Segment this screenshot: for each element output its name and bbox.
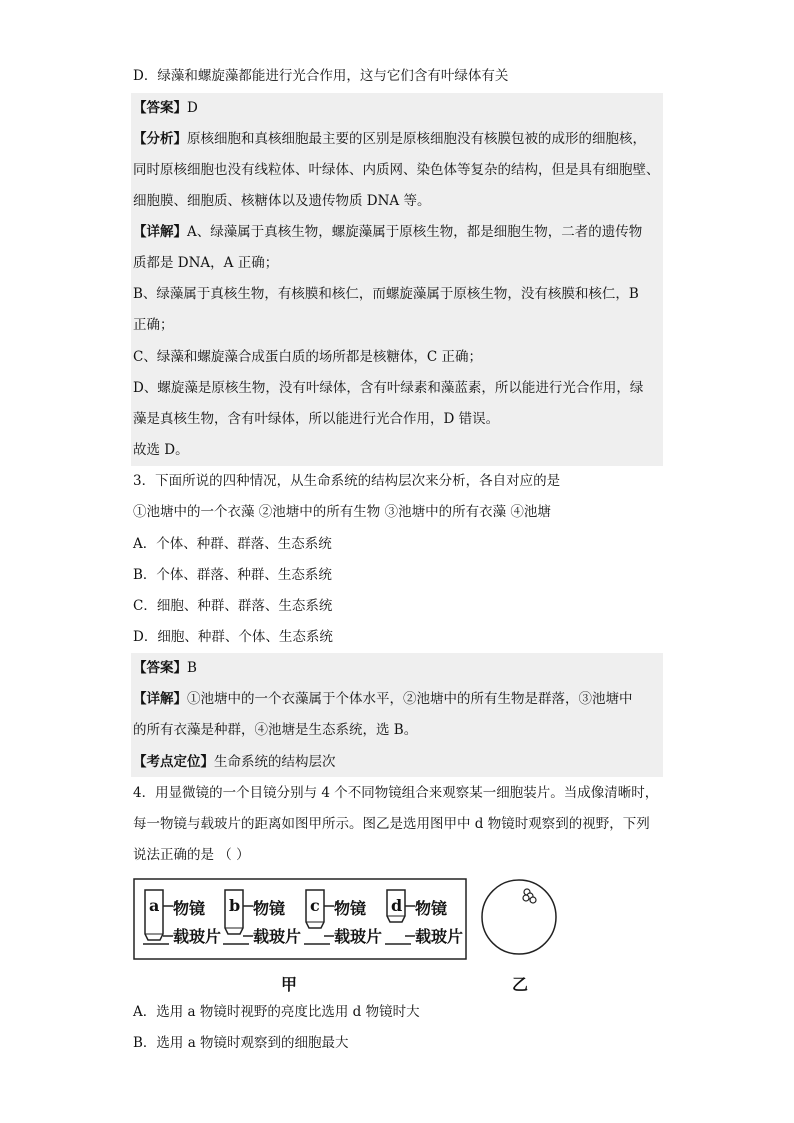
q3-items: ①池塘中的一个衣藻 ②池塘中的所有生物 ③池塘中的所有衣藻 ④池塘 xyxy=(133,504,551,520)
caption-jia: 甲 xyxy=(281,975,298,994)
q4-option-b: B．选用 a 物镜时观察到的细胞最大 xyxy=(133,1035,349,1051)
q3-detail-1 xyxy=(133,689,633,709)
q3-option-d: D．细胞、种群、个体、生态系统 xyxy=(133,629,333,645)
q4-stem-3: 说法正确的是 （ ） xyxy=(133,847,250,863)
caption-yi: 乙 xyxy=(512,975,529,994)
q2-detail-1 xyxy=(133,222,642,242)
keypoint-text: 生命系统的结构层次 xyxy=(214,754,336,770)
detail-text: A、绿藻属于真核生物，螺旋藻属于原核生物，都是细胞生物，二者的遗传物 xyxy=(187,224,643,240)
analysis-text: 原核细胞和真核细胞最主要的区别是原核细胞没有核膜包被的成形的细胞核， xyxy=(187,131,646,147)
detail-tag: 【详解】 xyxy=(133,224,187,240)
objective-label-c: 物镜 xyxy=(334,899,367,918)
q3-detail-2: 的所有衣藻是种群，④池塘是生态系统，选 B。 xyxy=(133,722,418,738)
objective-letter-b: b xyxy=(229,896,241,915)
answer-tag: 【答案】 xyxy=(133,660,187,676)
objective-letter-c: c xyxy=(310,896,320,915)
analysis-tag: 【分析】 xyxy=(133,131,187,147)
figure-yi xyxy=(480,878,558,956)
q4-stem-2: 每一物镜与载玻片的距离如图甲所示。图乙是选用图甲中 d 物镜时观察到的视野，下列 xyxy=(133,816,650,832)
q3-answer xyxy=(133,658,197,678)
q2-detail-8: 故选 D。 xyxy=(133,442,189,458)
figure-jia-svg xyxy=(133,878,467,960)
field-of-view-circle xyxy=(482,880,556,954)
slide-label-c: 载玻片 xyxy=(334,927,383,946)
slide-label-a: 载玻片 xyxy=(173,927,222,946)
answer-tag: 【答案】 xyxy=(133,100,187,116)
objective-letter-d: d xyxy=(391,896,403,915)
q4-option-a: A．选用 a 物镜时视野的亮度比选用 d 物镜时大 xyxy=(133,1004,420,1020)
q3-option-c: C．细胞、种群、群落、生态系统 xyxy=(133,598,333,614)
q2-analysis-2: 同时原核细胞也没有线粒体、叶绿体、内质网、染色体等复杂的结构，但是具有细胞壁、 xyxy=(133,162,660,178)
keypoint-tag: 【考点定位】 xyxy=(133,754,214,770)
option-d-prev: D．绿藻和螺旋藻都能进行光合作用，这与它们含有叶绿体有关 xyxy=(133,68,509,84)
q2-analysis-3: 细胞膜、细胞质、核糖体以及遗传物质 DNA 等。 xyxy=(133,193,431,209)
q3-stem: 3．下面所说的四种情况，从生命系统的结构层次来分析，各自对应的是 xyxy=(133,473,561,489)
detail-tag: 【详解】 xyxy=(133,691,187,707)
q2-detail-3: B、绿藻属于真核生物，有核膜和核仁，而螺旋藻属于原核生物，没有核膜和核仁，B xyxy=(133,286,639,302)
detail-text: ①池塘中的一个衣藻属于个体水平，②池塘中的所有生物是群落，③池塘中 xyxy=(187,691,633,707)
figure-jia xyxy=(133,878,467,960)
q2-detail-6: D、螺旋藻是原核生物，没有叶绿体，含有叶绿素和藻蓝素，所以能进行光合作用，绿 xyxy=(133,380,644,396)
objective-label-d: 物镜 xyxy=(415,899,448,918)
slide-label-b: 载玻片 xyxy=(253,927,302,946)
q3-keypoint xyxy=(133,752,336,772)
q2-detail-7: 藻是真核生物，含有叶绿体，所以能进行光合作用，D 错误。 xyxy=(133,411,500,427)
q2-detail-2: 质都是 DNA，A 正确； xyxy=(133,255,279,271)
q2-detail-4: 正确； xyxy=(133,317,174,333)
q2-detail-5: C、绿藻和螺旋藻合成蛋白质的场所都是核糖体，C 正确； xyxy=(133,349,482,365)
slide-label-d: 载玻片 xyxy=(415,927,464,946)
q3-option-a: A．个体、种群、群落、生态系统 xyxy=(133,536,332,552)
objective-label-b: 物镜 xyxy=(253,899,286,918)
q4-stem-1: 4．用显微镜的一个目镜分别与 4 个不同物镜组合来观察某一细胞装片。当成像清晰时， xyxy=(133,785,659,801)
q2-answer xyxy=(133,98,198,118)
q2-analysis-1 xyxy=(133,129,646,149)
answer-value: B xyxy=(187,660,197,676)
objective-label-a: 物镜 xyxy=(173,899,206,918)
answer-value: D xyxy=(187,100,198,116)
q3-option-b: B．个体、群落、种群、生态系统 xyxy=(133,567,332,583)
objective-letter-a: a xyxy=(149,896,160,915)
